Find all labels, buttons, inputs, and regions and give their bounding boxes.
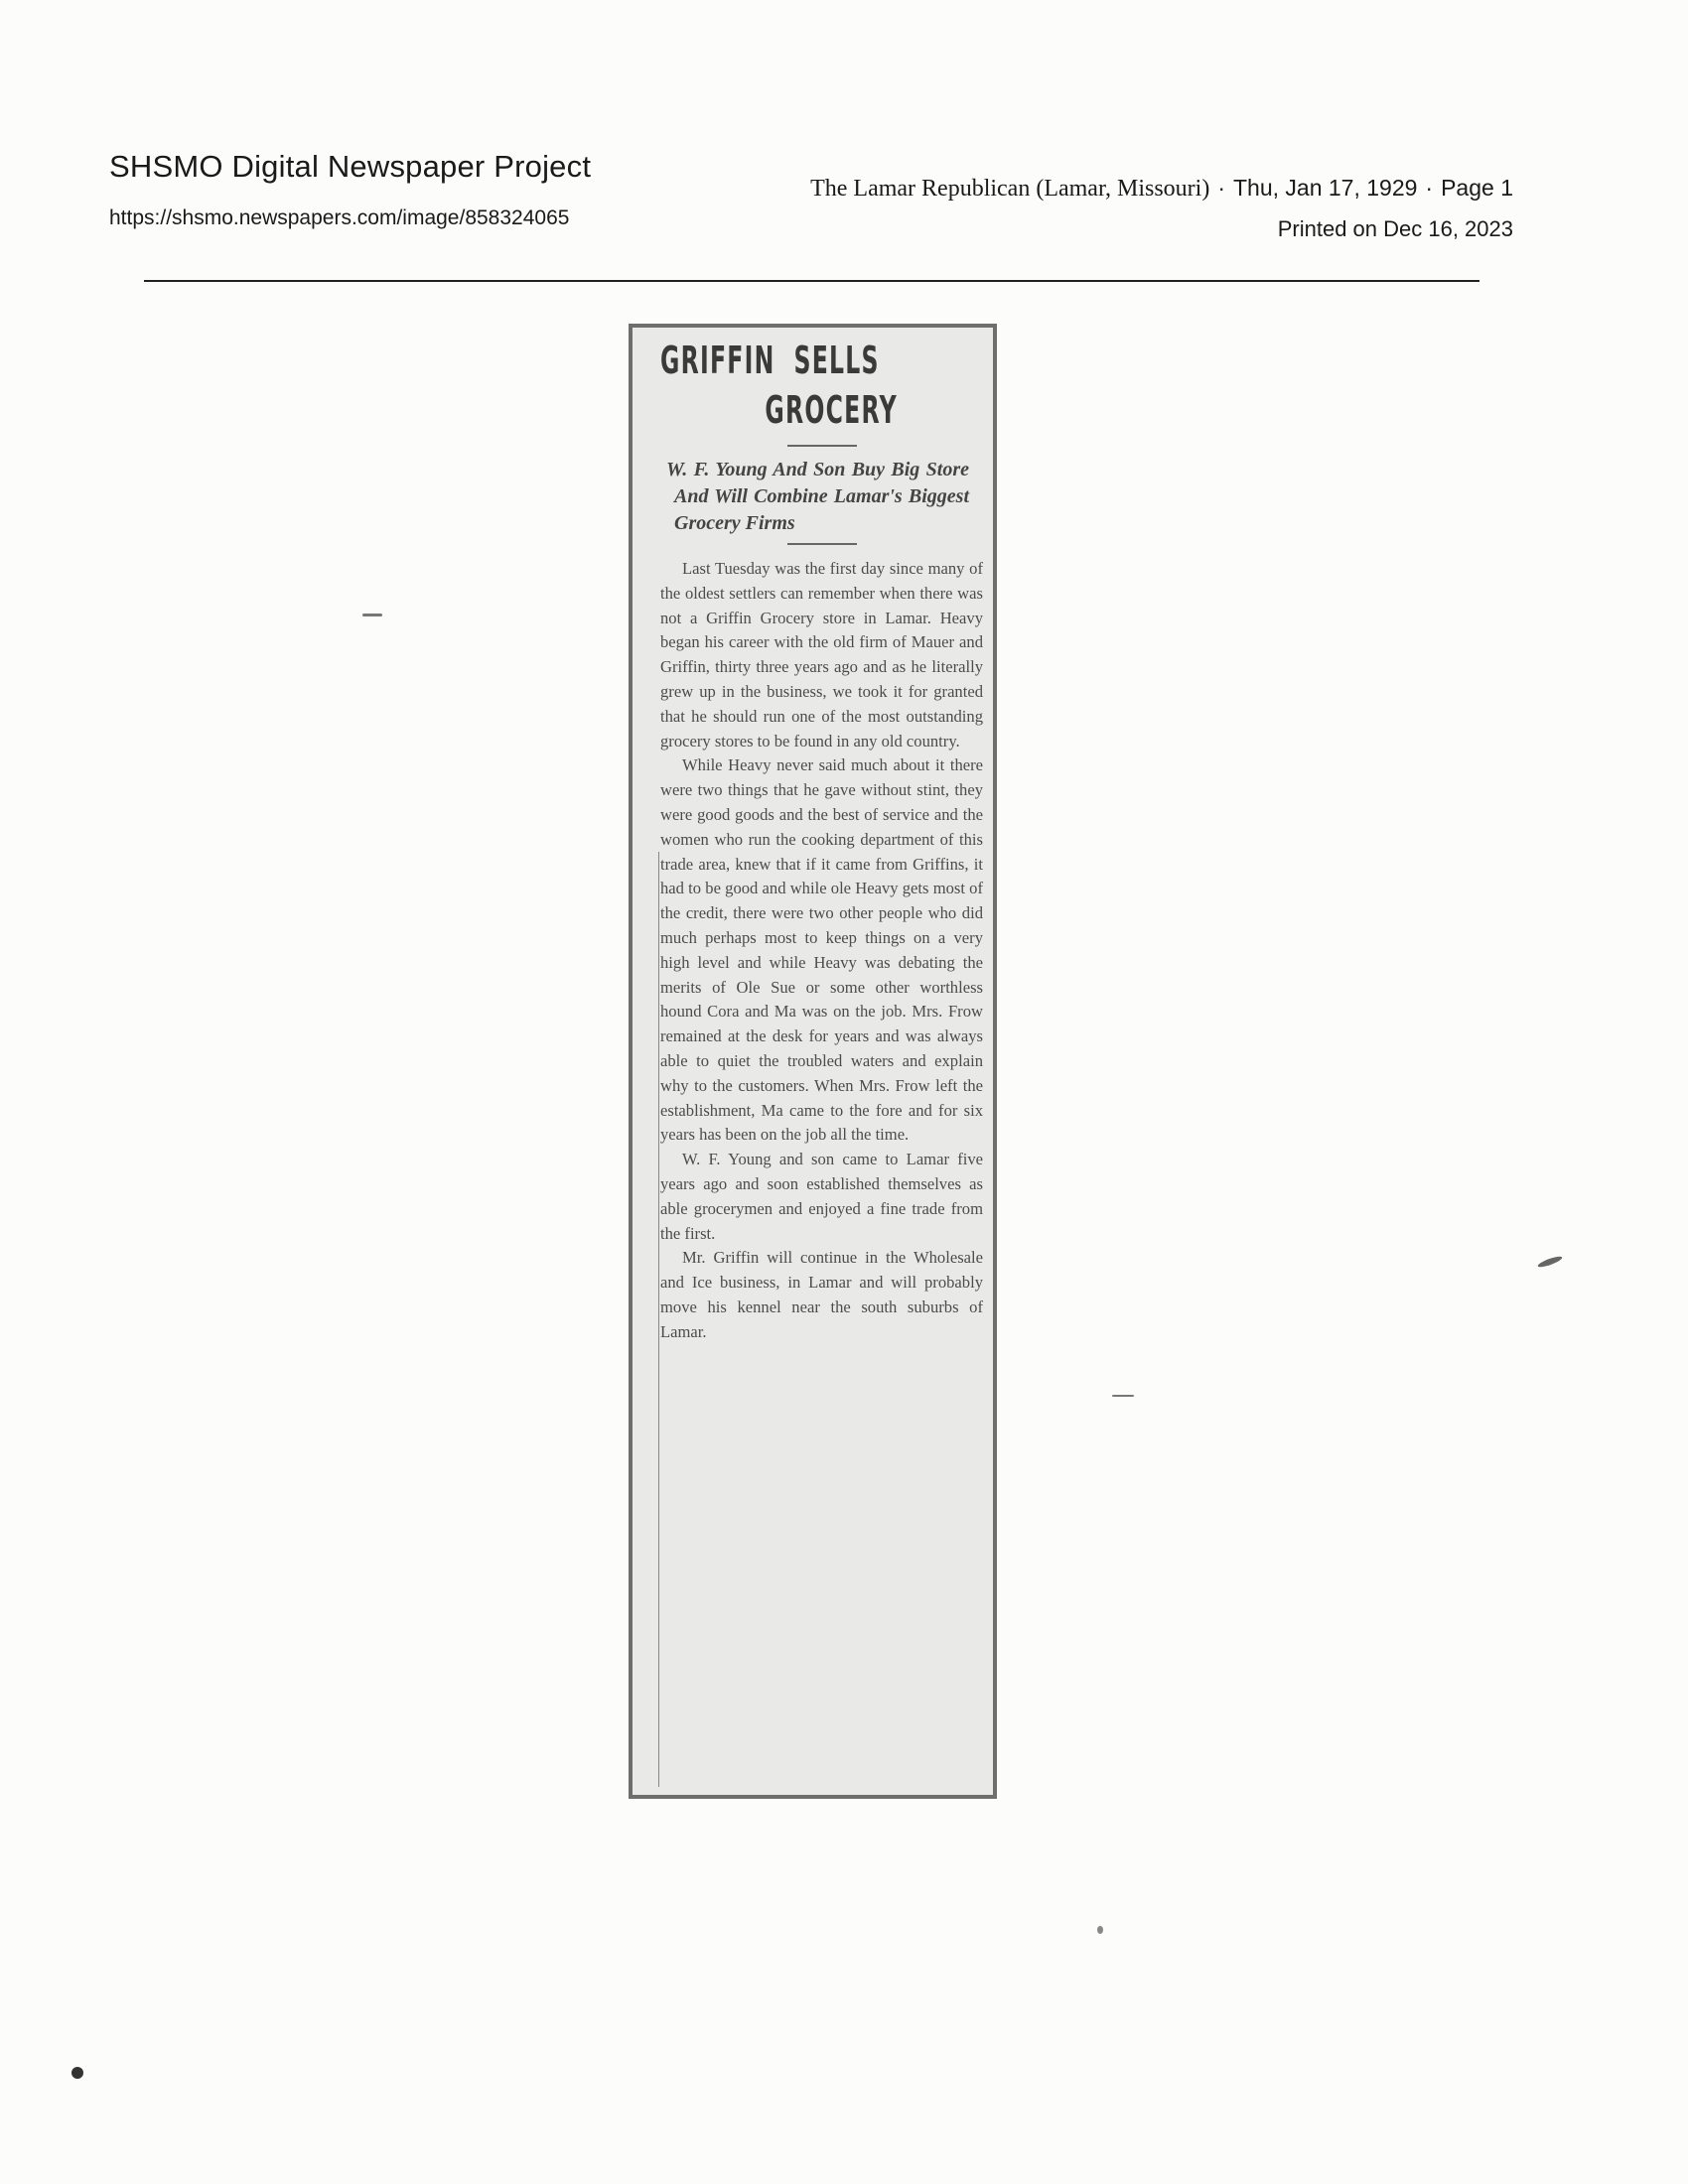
clipping-content [646, 336, 983, 1787]
publication-line [810, 175, 1513, 203]
scan-speck [1097, 1926, 1103, 1934]
scan-speck [1112, 1395, 1134, 1397]
printed-date: Printed on Dec 16, 2023 [1277, 216, 1513, 241]
page-number: Page 1 [1441, 175, 1513, 201]
subhead-rule [787, 543, 857, 545]
article-body [660, 557, 983, 1345]
publication-name: The Lamar Republican (Lamar, Missouri) [810, 176, 1210, 202]
separator: · [1217, 175, 1225, 201]
article-column [660, 336, 983, 1345]
scan-speck [1537, 1255, 1563, 1270]
scan-speck [71, 2067, 83, 2079]
publication-date: Thu, Jan 17, 1929 [1233, 175, 1418, 201]
article-subhead: W. F. Young And Son Buy Big Store And Will Combine Lamar's Biggest Grocery Firms [666, 459, 969, 534]
headline-rule [787, 445, 857, 447]
article-paragraph-3: W. F. Young and son came to Lamar five years ago and soon established themselves as able grocerymen and enjoyed a fine trade from the first. [660, 1150, 983, 1243]
article-paragraph-4: Mr. Griffin will continue in the Wholesale and Ice business, in Lamar and will probably move his kennel near the south suburbs of Lamar. [660, 1248, 983, 1341]
column-gutter [646, 852, 659, 1787]
header-left [109, 149, 591, 230]
source-url[interactable]: https://shsmo.newspapers.com/image/858324065 [109, 206, 570, 229]
article-headline [660, 336, 982, 435]
header-divider [144, 280, 1479, 282]
scan-speck [362, 614, 382, 616]
headline-line-1: GRIFFIN SELLS [660, 339, 880, 382]
header-right [810, 175, 1513, 242]
headline-line-2: GROCERY [765, 388, 898, 432]
article-paragraph-1: Last Tuesday was the first day since many of the oldest settlers can remember when there was not a Griffin Grocery store in Lamar. Heavy began his career with the old firm of Mauer and Griffin, thirty three years ago and as he literally grew up in the business, we took it for granted that he should run one of the most outstanding grocery stores to be found in any old country. [660, 559, 983, 751]
article-paragraph-2: While Heavy never said much about it there were two things that he gave without stint, they were good goods and the best of service and the women who run the cooking department of this trade area, knew that if it came from Griffins, it had to be good and while ole Heavy gets most of the credit, there were two other people who did much perhaps most to keep things on a very high level and while Heavy was debating the merits of Ole Sue or some other worthless hound Cora and Ma was on the job. Mrs. Frow remained at the desk for years and was always able to quiet the troubled waters and explain why to the customers. When Mrs. Frow left the establishment, Ma came to the fore and for six years has been on the job all the time. [660, 755, 983, 1145]
newspaper-clipping [629, 324, 997, 1799]
project-title: SHSMO Digital Newspaper Project [109, 149, 592, 184]
separator: · [1425, 175, 1434, 201]
